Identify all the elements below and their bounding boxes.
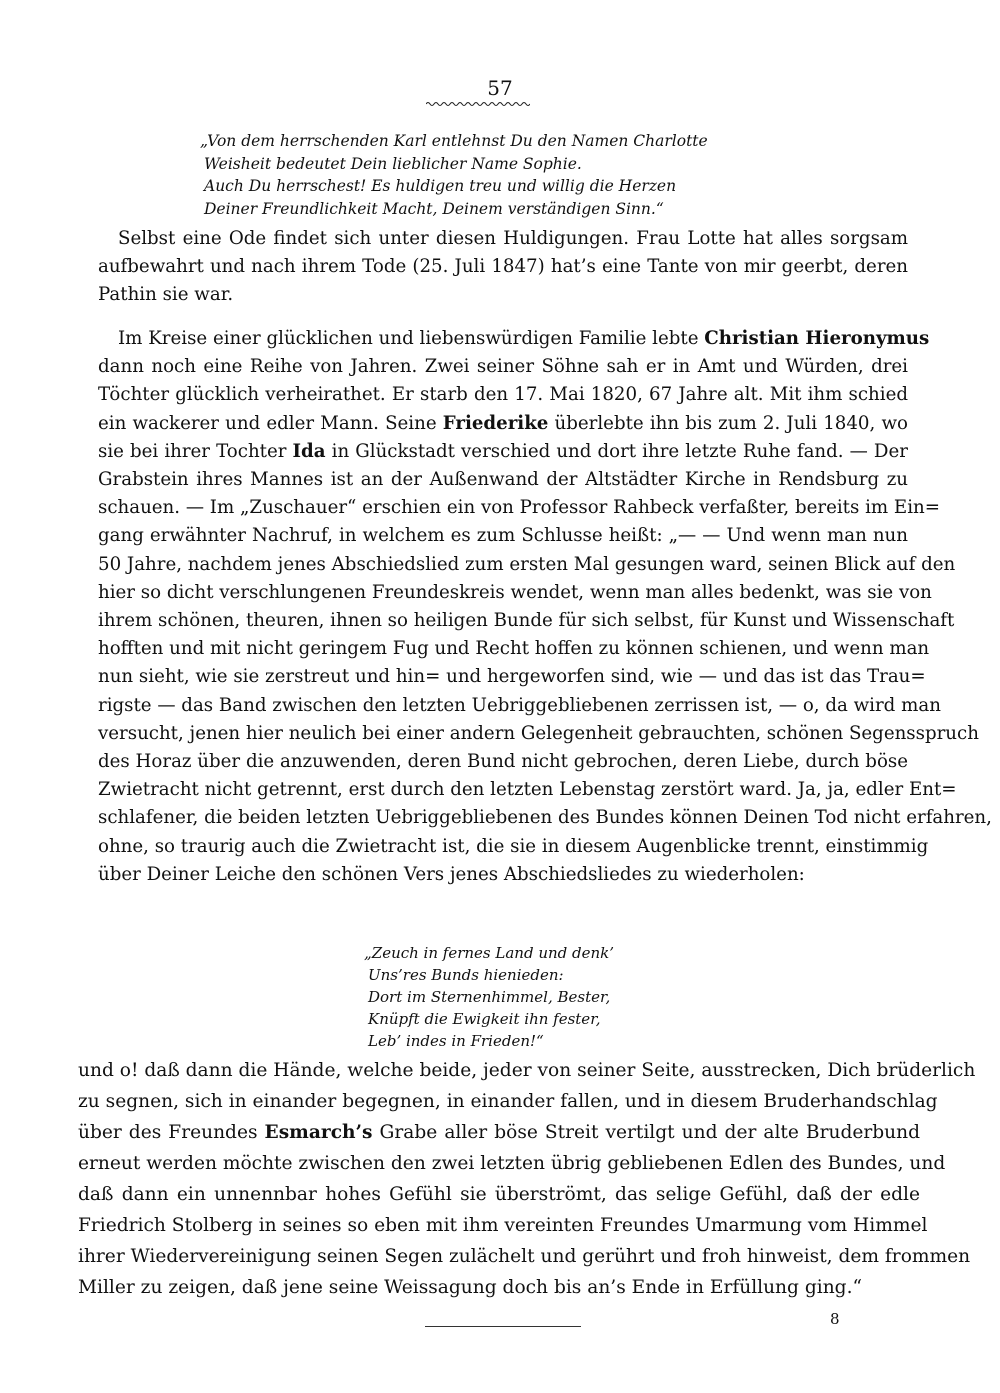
text-line: aufbewahrt und nach ihrem Tode (25. Juli 1847) hat’s eine Tante von mir geerbt, deren bbox=[98, 256, 908, 278]
text-line: schlafener, die beiden letzten Uebriggebliebenen des Bundes können Deinen Tod nicht erfahren, bbox=[98, 807, 992, 829]
text-line: Selbst eine Ode findet sich unter diesen Huldigungen. Frau Lotte hat alles sorgsam bbox=[118, 228, 908, 249]
text-line: des Horaz über die anzuwenden, deren Bund nicht gebrochen, deren Liebe, durch böse bbox=[98, 751, 908, 773]
text-segment: überlebte ihn bis zum 2. Juli 1840, wo bbox=[554, 412, 908, 434]
text-line: schauen. — Im „Zuschauer“ erschien ein von Professor Rahbeck verfaßter, bereits im Ein= bbox=[98, 497, 940, 519]
text-segment: ein wackerer und edler Mann. Seine bbox=[98, 412, 437, 434]
poem-line: Weisheit bedeutet Dein lieblicher Name Sophie. bbox=[204, 154, 582, 173]
text-line: Miller zu zeigen, daß jene seine Weissagung doch bis an’s Ende in Erfüllung ging.“ bbox=[78, 1277, 862, 1298]
text-line bbox=[98, 438, 908, 466]
footer-rule bbox=[425, 1326, 581, 1327]
text-line: 50 Jahre, nachdem jenes Abschiedslied zum ersten Mal gesungen ward, seinen Blick auf den bbox=[98, 553, 956, 575]
poem-dedication bbox=[200, 130, 708, 220]
text-line: erneut werden möchte zwischen den zwei letzten übrig gebliebenen Edlen des Bundes, und bbox=[78, 1153, 946, 1174]
paragraph-family bbox=[98, 325, 992, 889]
person-name: Friederike bbox=[442, 412, 549, 434]
text-line: nun sieht, wie sie zerstreut und hin= und hergeworfen sind, wie — und das ist das Trau= bbox=[98, 666, 926, 688]
text-segment: über des Freundes bbox=[78, 1122, 258, 1143]
text-line: dann noch eine Reihe von Jahren. Zwei seiner Söhne sah er in Amt und Würden, drei bbox=[98, 356, 908, 378]
text-line: über Deiner Leiche den schönen Vers jenes Abschiedsliedes zu wiederholen: bbox=[98, 863, 805, 885]
text-segment: sie bei ihrer Tochter bbox=[98, 440, 287, 462]
person-name: Ida bbox=[292, 440, 326, 462]
text-line: daß dann ein unnennbar hohes Gefühl sie überströmt, das selige Gefühl, daß der edle bbox=[78, 1184, 920, 1205]
paragraph-brotherhood bbox=[78, 1055, 976, 1303]
person-name: Esmarch’s bbox=[264, 1122, 373, 1143]
text-line bbox=[78, 1117, 920, 1148]
text-line: gang erwähnter Nachruf, in welchem es zum Schlusse heißt: „— — Und wenn man nun bbox=[98, 525, 908, 547]
text-line: Friedrich Stolberg in seines so eben mit ihm vereinten Freundes Umarmung vom Himmel bbox=[78, 1215, 928, 1236]
page-number: 57 bbox=[487, 76, 513, 100]
paragraph-ode bbox=[98, 225, 908, 310]
poem-line: Knüpft die Ewigkeit ihn fester, bbox=[368, 1010, 601, 1028]
text-line: Pathin sie war. bbox=[98, 284, 234, 306]
text-line: Zwietracht nicht getrennt, erst durch den letzten Lebenstag zerstört ward. Ja, ja, edler Ent= bbox=[98, 779, 957, 801]
poem-line: Dort im Sternenhimmel, Bester, bbox=[368, 988, 611, 1006]
text-line: und o! daß dann die Hände, welche beide, jeder von seiner Seite, ausstrecken, Dich brüderlich bbox=[78, 1060, 976, 1081]
signature-mark: 8 bbox=[830, 1310, 840, 1328]
text-line: ihrer Wiedervereinigung seinen Segen zulächelt und gerührt und froh hinweist, dem frommen bbox=[78, 1246, 971, 1267]
decorative-wavy-rule bbox=[426, 100, 530, 108]
text-line: hofften und mit nicht geringem Fug und Recht hoffen zu können schienen, und wenn man bbox=[98, 638, 930, 660]
text-line: ohne, so traurig auch die Zwietracht ist, die sie in diesem Augenblicke trennt, einstimmig bbox=[98, 835, 929, 857]
poem-line: Deiner Freundlichkeit Macht, Deinem verständigen Sinn.“ bbox=[204, 199, 664, 218]
text-line bbox=[98, 410, 908, 438]
text-line: versucht, jenen hier neulich bei einer andern Gelegenheit gebrauchten, schönen Segensspruch bbox=[98, 722, 979, 744]
text-line: rigste — das Band zwischen den letzten Uebriggebliebenen zerrissen ist, — o, da wird man bbox=[98, 694, 941, 716]
text-segment: Im Kreise einer glücklichen und liebenswürdigen Familie lebte bbox=[118, 328, 699, 349]
poem-line: Auch Du herrschest! Es huldigen treu und willig die Herzen bbox=[204, 177, 677, 195]
poem-line: Uns’res Bunds hienieden: bbox=[368, 966, 564, 984]
text-line: Töchter glücklich verheirathet. Er starb den 17. Mai 1820, 67 Jahre alt. Mit ihm schied bbox=[98, 384, 908, 406]
person-name: Christian Hieronymus bbox=[704, 328, 930, 349]
text-line: hier so dicht verschlungenen Freundeskreis wendet, wenn man alles bedenkt, was sie von bbox=[98, 581, 932, 603]
text-line: Grabstein ihres Mannes ist an der Außenwand der Altstädter Kirche in Rendsburg zu bbox=[98, 469, 908, 491]
poem-line: „Zeuch in fernes Land und denk’ bbox=[364, 944, 615, 962]
text-line bbox=[98, 325, 930, 353]
text-line: zu segnen, sich in einander begegnen, in einander fallen, und in diesem Bruderhandschlag bbox=[78, 1091, 938, 1112]
poem-line: „Von dem herrschenden Karl entlehnst Du den Namen Charlotte bbox=[200, 132, 708, 150]
text-segment: Grabe aller böse Streit vertilgt und der alte Bruderbund bbox=[379, 1122, 920, 1143]
poem-line: Leb’ indes in Frieden!“ bbox=[368, 1032, 544, 1050]
poem-farewell-verse bbox=[364, 942, 614, 1052]
text-line: ihrem schönen, theuren, ihnen so heiligen Bunde für sich selbst, für Kunst und Wissenschaft bbox=[98, 610, 955, 632]
text-segment: in Glückstadt verschied und dort ihre letzte Ruhe fand. — Der bbox=[331, 440, 908, 462]
